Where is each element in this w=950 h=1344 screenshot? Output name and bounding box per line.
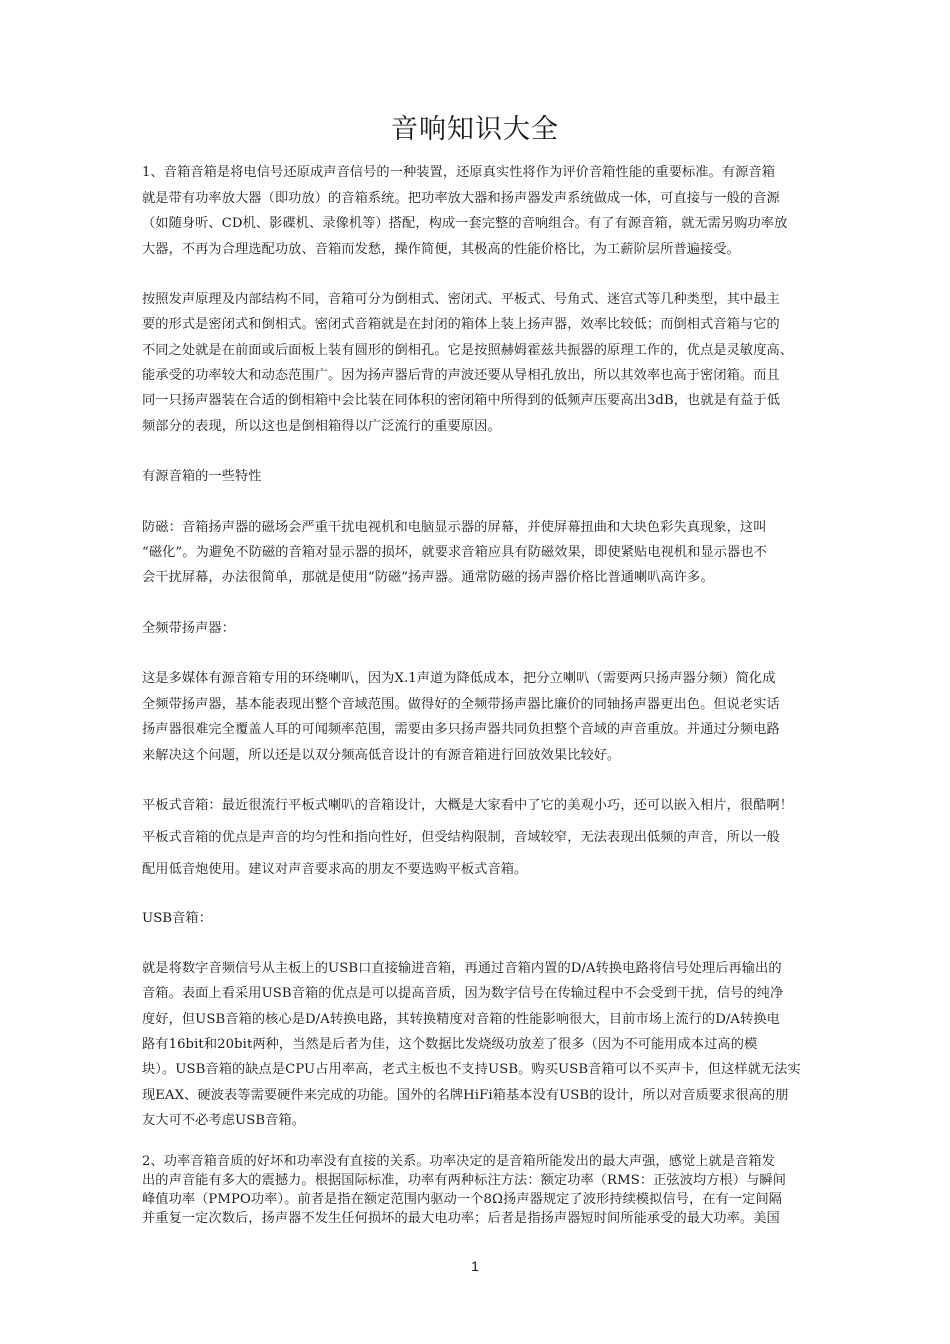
text-line: 不同之处就是在前面或后面板上装有圆形的倒相孔。它是按照赫姆霍兹共振器的原理工作的，优点是灵敏度高、 — [142, 343, 794, 358]
text-line: 音箱。表面上看采用USB音箱的优点是可以提高音质，因为数字信号在传输过程中不会受到干扰，信号的纯净 — [142, 986, 784, 1001]
text-line: 度好，但USB音箱的核心是D/A转换电路，其转换精度对音箱的性能影响很大，目前市场上流行的D/A转换电 — [142, 1012, 780, 1027]
text-line: 就是将数字音频信号从主板上的USB口直接输进音箱，再通过音箱内置的D/A转换电路将信号处理后再输出的 — [142, 961, 782, 976]
text-line: （如随身听、CD机、影碟机、录像机等）搭配，构成一套完整的音响组合。有了有源音箱，就无需另购功率放 — [142, 216, 788, 231]
text-line: 峰值功率（PMPO功率）。前者是指在额定范围内驱动一个8Ω扬声器规定了波形持续模拟信号，在有一定间隔 — [142, 1192, 783, 1207]
text-line: 频部分的表现，所以这也是倒相箱得以广泛流行的重要原因。 — [142, 419, 501, 434]
document-title: 音响知识大全 — [391, 114, 559, 145]
text-line: 并重复一定次数后，扬声器不发生任何损坏的最大电功率；后者是指扬声器短时间所能承受的最大功率。美国 — [142, 1211, 780, 1226]
page-number: 1 — [471, 1258, 479, 1274]
text-line: 全频带扬声器，基本能表现出整个音域范围。做得好的全频带扬声器比廉价的同轴扬声器更出色。但说老实话 — [142, 697, 780, 712]
text-line: 块）。USB音箱的缺点是CPU占用率高，老式主板也不支持USB。购买USB音箱可以不买声卡，但这样就无法实 — [142, 1062, 801, 1077]
text-line: 1、音箱音箱是将电信号还原成声音信号的一种装置，还原真实性将作为评价音箱性能的重要标准。有源音箱 — [142, 165, 775, 180]
text-line: 平板式音箱的优点是声音的均匀性和指向性好，但受结构限制，音域较窄，无法表现出低频的声音，所以一般 — [142, 830, 780, 845]
text-line: 来解决这个问题，所以还是以双分频高低音设计的有源音箱进行回放效果比较好。 — [142, 748, 621, 763]
text-line: 按照发声原理及内部结构不同，音箱可分为倒相式、密闭式、平板式、号角式、迷宫式等几种类型，其中最主 — [142, 292, 780, 307]
text-line: 能承受的功率较大和动态范围广。因为扬声器后背的声波还要从导相孔放出，所以其效率也高于密闭箱。而且 — [142, 368, 780, 383]
text-line: 现EAX、硬波表等需要硬件来完成的功能。国外的名牌HiFi箱基本没有USB的设计，所以对音质要求很高的朋 — [142, 1088, 789, 1103]
text-line: 防磁：音箱扬声器的磁场会严重干扰电视机和电脑显示器的屏幕，并使屏幕扭曲和大块色彩失真现象，这叫 — [142, 520, 767, 535]
text-line: 扬声器很难完全覆盖人耳的可闻频率范围，需要由多只扬声器共同负担整个音域的声音重放。并通过分频电路 — [142, 722, 780, 737]
text-line: 平板式音箱：最近很流行平板式喇叭的音箱设计，大概是大家看中了它的美观小巧，还可以嵌入相片，很酷啊！ — [142, 798, 794, 813]
text-line: 大器，不再为合理选配功放、音箱而发愁，操作简便，其极高的性能价格比，为工薪阶层所普遍接受。 — [142, 242, 740, 257]
text-line: 这是多媒体有源音箱专用的环绕喇叭，因为X.1声道为降低成本，把分立喇叭（需要两只扬声器分频）简化成 — [142, 671, 776, 686]
text-line: “磁化”。为避免不防磁的音箱对显示器的损坏，就要求音箱应具有防磁效果，即使紧贴电视机和显示器也不 — [142, 545, 767, 560]
text-line: 同一只扬声器装在合适的倒相箱中会比装在同体积的密闭箱中所得到的低频声压要高出3dB，也就是有益于低 — [142, 393, 781, 408]
text-line: 配用低音炮使用。建议对声音要求高的朋友不要选购平板式音箱。 — [142, 862, 528, 877]
section-heading: USB音箱： — [142, 911, 213, 926]
section-heading: 全频带扬声器： — [142, 621, 236, 636]
section-heading: 有源音箱的一些特性 — [142, 469, 262, 484]
text-line: 2、功率音箱音质的好坏和功率没有直接的关系。功率决定的是音箱所能发出的最大声强，感觉上就是音箱发 — [142, 1154, 775, 1169]
text-line: 会干扰屏幕，办法很简单，那就是使用“防磁”扬声器。通常防磁的扬声器价格比普通喇叭高许多。 — [142, 570, 714, 585]
text-line: 就是带有功率放大器（即功放）的音箱系统。把功率放大器和扬声器发声系统做成一体，可直接与一般的音源 — [142, 191, 780, 206]
text-line: 路有16bit和20bit两种，当然是后者为佳，这个数据比发烧级功放差了很多（因为不可能用成本过高的模 — [142, 1037, 758, 1052]
text-line: 出的声音能有多大的震撼力。根据国际标准，功率有两种标注方法：额定功率（RMS：正弦波均方根）与瞬间 — [142, 1173, 786, 1188]
text-line: 要的形式是密闭式和倒相式。密闭式音箱就是在封闭的箱体上装上扬声器，效率比较低；而倒相式音箱与它的 — [142, 317, 780, 332]
text-line: 友大可不必考虑USB音箱。 — [142, 1113, 306, 1128]
